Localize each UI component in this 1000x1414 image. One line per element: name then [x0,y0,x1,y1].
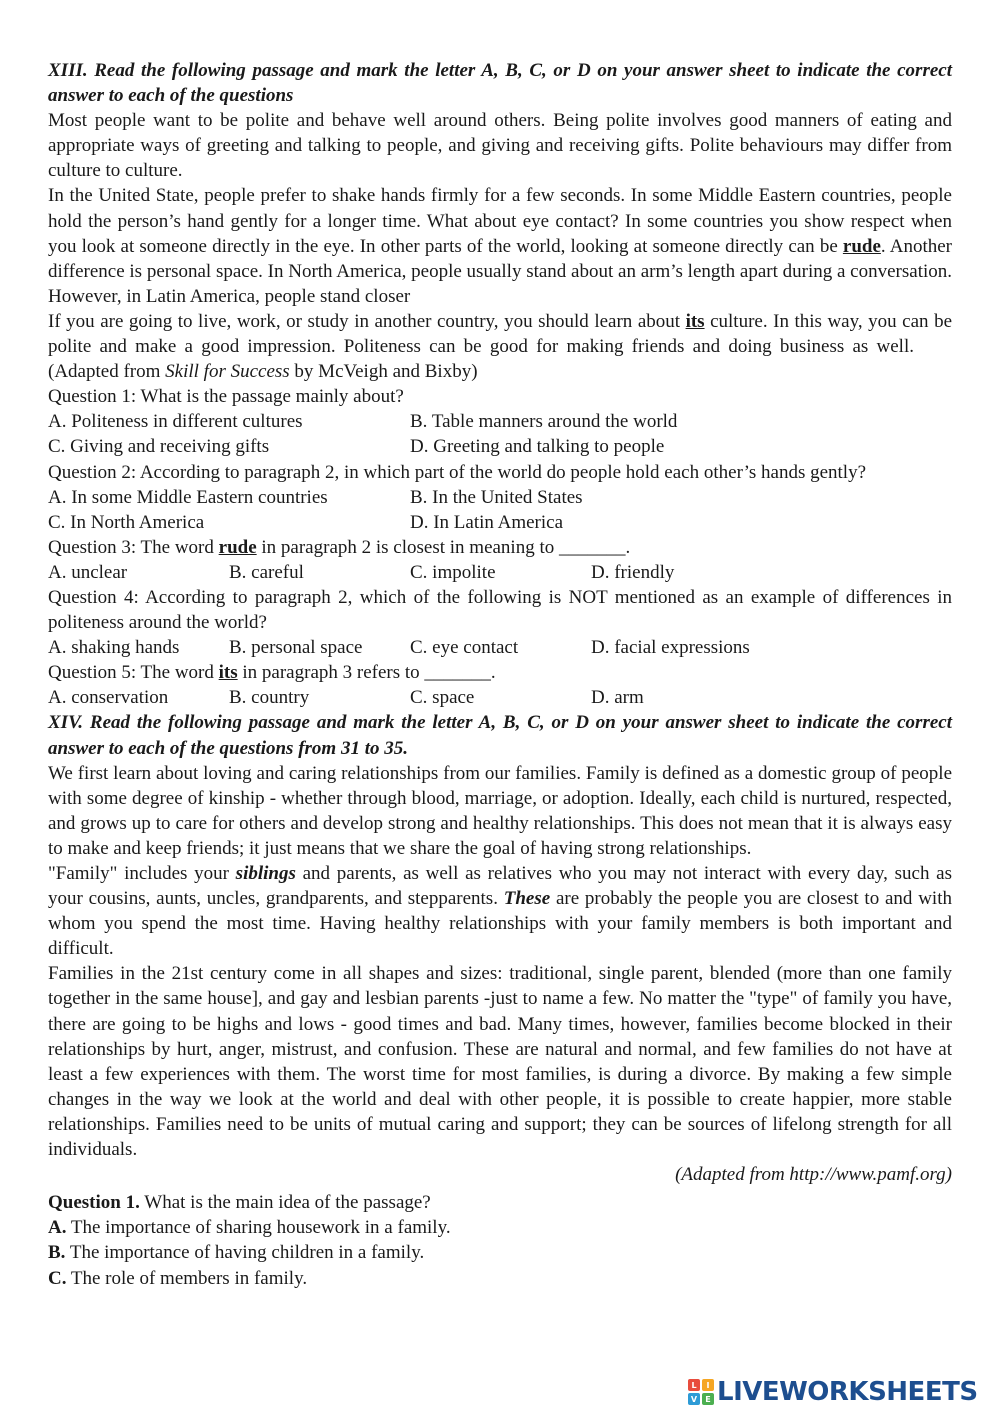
highlighted-word-these: These [503,888,551,910]
logo-text: LIVEWORKSHEETS [717,1377,978,1407]
option-c[interactable]: C. Giving and receiving gifts [48,436,270,458]
highlighted-word-rude: rude [842,235,881,257]
passage-paragraph: We first learn about loving and caring relationships from our families. Family is defined as a domestic group of people with some degree of kinship - whether through blood, marriage, or adoption. Ideally, each child is nurtured, respected, and grows up to care for others and develop strong and healthy relationships. This does not mean that it is always easy to make and keep friends; it just means that we share the goal of having strong relationships. [48,762,952,859]
passage-paragraph: If you are going to live, work, or study in another country, you should learn about its culture. In this way, you can be polite and make a good impression. Politeness can be good for making friends and doing business as well.(Adapted from Skill for Success by McVeigh and Bixby) [48,310,953,383]
option-d[interactable]: D. In Latin America [410,511,564,533]
option-d[interactable]: D. arm [591,687,644,709]
question-text: Question 3: The word rude in paragraph 2 is closest in meaning to _______. [48,536,631,558]
source-citation: (Adapted from [48,361,166,383]
option-b[interactable]: B. personal space [229,637,363,659]
logo-icon: L I V E [688,1379,714,1405]
passage-paragraph: Most people want to be polite and behave well around others. Being polite involves good manners of eating and appropriate ways of greeting and talking to people, and giving and receiving gifts. Polite behaviours may differ from culture to culture. [48,110,952,182]
option-b[interactable]: B. In the United States [410,486,583,508]
question-text: Question 4: According to paragraph 2, which of the following is NOT mentioned as an example of differences in politeness around the world? [48,586,952,634]
question-text: Question 2: According to paragraph 2, in which part of the world do people hold each other’s hands gently? [48,461,867,483]
highlighted-word-its: its [685,310,705,332]
answer-options [48,635,952,660]
question-text: Question 5: The word its in paragraph 3 refers to _______. [48,662,496,684]
passage-paragraph: "Family" includes your siblings and parents, as well as relatives who you may not interact with every day, such as your cousins, aunts, uncles, grandparents, and stepparents. These are probably the people you are closest to and with whom you spend the most time. Having healthy relationships with your family members is both important and difficult. [48,863,952,960]
worksheet-page [48,58,952,1291]
answer-options [48,434,952,459]
section-13-title: XIII. Read the following passage and mark the letter A, B, C, or D on your answer sheet to indicate the correct answer to each of the questions [48,60,952,107]
option-b[interactable]: B. Table manners around the world [410,411,678,433]
option-a[interactable]: A. In some Middle Eastern countries [48,486,328,508]
option-a[interactable]: A. unclear [48,561,128,583]
option-b[interactable]: B. The importance of having children in a family. [48,1242,425,1264]
answer-options [48,485,952,510]
highlighted-word-siblings: siblings [235,863,296,884]
answer-options [48,685,952,710]
option-a[interactable]: A. Politeness in different cultures [48,411,303,433]
option-c[interactable]: C. impolite [410,561,496,583]
section-14-title: XIV. Read the following passage and mark the letter A, B, C, or D on your answer sheet to indicate the correct answer to each of the questions from 31 to 35. [48,712,952,759]
liveworksheets-logo [688,1376,988,1408]
answer-options [48,560,952,585]
option-d[interactable]: D. friendly [591,561,675,583]
passage-paragraph: In the United State, people prefer to shake hands firmly for a few seconds. In some Middle Eastern countries, people hold the person’s hand gently for a longer time. What about eye contact? In some countries you show respect when you look at someone directly in the eye. In other parts of the world, looking at someone directly can be rude. Another difference is personal space. In North America, people usually stand about an arm’s length apart during a conversation. However, in Latin America, people stand closer [48,185,952,307]
answer-options [48,510,952,535]
source-book-title: Skill for Success [165,361,290,383]
option-d[interactable]: D. Greeting and talking to people [410,436,665,458]
option-b[interactable]: B. country [229,687,310,709]
highlighted-word-its: its [218,662,238,684]
source-citation: (Adapted from http://www.pamf.org) [675,1164,952,1186]
option-c[interactable]: C. eye contact [410,637,519,659]
question-text: Question 1: What is the passage mainly about? [48,386,404,408]
option-d[interactable]: D. facial expressions [591,637,750,659]
question-text: Question 1. What is the main idea of the passage? [48,1192,431,1214]
option-c[interactable]: C. The role of members in family. [48,1267,308,1289]
option-b[interactable]: B. careful [229,561,304,583]
option-a[interactable]: A. shaking hands [48,637,180,659]
option-a[interactable]: A. The importance of sharing housework in a family. [48,1217,451,1239]
answer-options [48,409,952,434]
option-c[interactable]: C. space [410,687,475,709]
passage-paragraph: Families in the 21st century come in all shapes and sizes: traditional, single parent, blended (more than one family together in the same house], and gay and lesbian parents -just to name a few. No matter the "type" of family you have, there are going to be highs and lows - good times and bad. Many times, however, families become blocked in their relationships by hurt, anger, mistrust, and confusion. These are natural and normal, and few families do not have at least a few experiences with them. The worst time for most families, is during a divorce. By making a few simple changes in the way we look at the world and deal with other people, it is possible to create happier, more stable relationships. Families need to be units of mutual caring and support; they can be sources of lifelong strength for all individuals. [48,963,952,1161]
option-c[interactable]: C. In North America [48,511,205,533]
highlighted-word-rude: rude [218,536,257,558]
option-a[interactable]: A. conservation [48,687,169,709]
